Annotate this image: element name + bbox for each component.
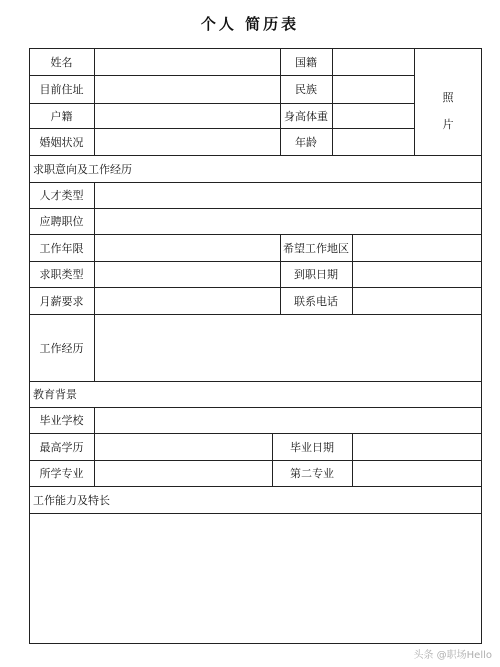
col-line	[332, 48, 333, 155]
row-line	[29, 513, 482, 514]
label-ethnicity: 民族	[295, 83, 317, 96]
row-line	[29, 287, 482, 288]
label-nationality: 国籍	[295, 55, 317, 69]
label-marital: 婚姻状况	[39, 135, 84, 149]
watermark: 头条 @职场Hello	[413, 650, 492, 661]
section-job: 求职意向及工作经历	[33, 162, 132, 176]
label-years: 工作年限	[39, 241, 84, 255]
col-line	[94, 182, 95, 381]
resume-form	[29, 48, 482, 644]
label-age: 年龄	[295, 135, 317, 149]
label-hukou: 户籍	[50, 109, 73, 123]
label-school: 毕业学校	[39, 414, 84, 427]
page-title: 个人 简历表	[200, 15, 300, 33]
row-line	[29, 234, 482, 235]
row-line	[29, 182, 482, 183]
label-major: 所学专业	[39, 467, 84, 480]
label-desired-area: 希望工作地区	[283, 241, 349, 255]
label-talent-type: 人才类型	[39, 189, 84, 202]
label-name: 姓名	[50, 55, 73, 69]
col-line	[94, 48, 95, 155]
label-address: 目前住址	[39, 83, 84, 96]
col-line	[352, 234, 353, 314]
section-education: 教育背景	[33, 388, 77, 401]
row-line	[29, 208, 482, 209]
row-line	[29, 314, 482, 315]
label-phone: 联系电话	[294, 294, 338, 308]
label-grad-date: 毕业日期	[290, 440, 334, 454]
section-skills: 工作能力及特长	[33, 493, 110, 507]
row-line	[29, 261, 482, 262]
row-line	[29, 407, 482, 408]
label-salary: 月薪要求	[39, 294, 84, 308]
row-line	[29, 433, 482, 434]
label-degree: 最高学历	[39, 440, 84, 454]
label-second-major: 第二专业	[290, 467, 334, 480]
label-position: 应聘职位	[39, 215, 84, 228]
label-job-type: 求职类型	[39, 268, 84, 281]
col-line	[94, 407, 95, 486]
label-start-date: 到职日期	[294, 268, 338, 281]
photo-label-1: 照	[442, 91, 454, 104]
row-line	[29, 460, 482, 461]
photo-label-2: 片	[442, 118, 454, 131]
col-line	[352, 433, 353, 486]
label-experience: 工作经历	[39, 341, 84, 355]
label-height-weight: 身高体重	[284, 109, 328, 123]
